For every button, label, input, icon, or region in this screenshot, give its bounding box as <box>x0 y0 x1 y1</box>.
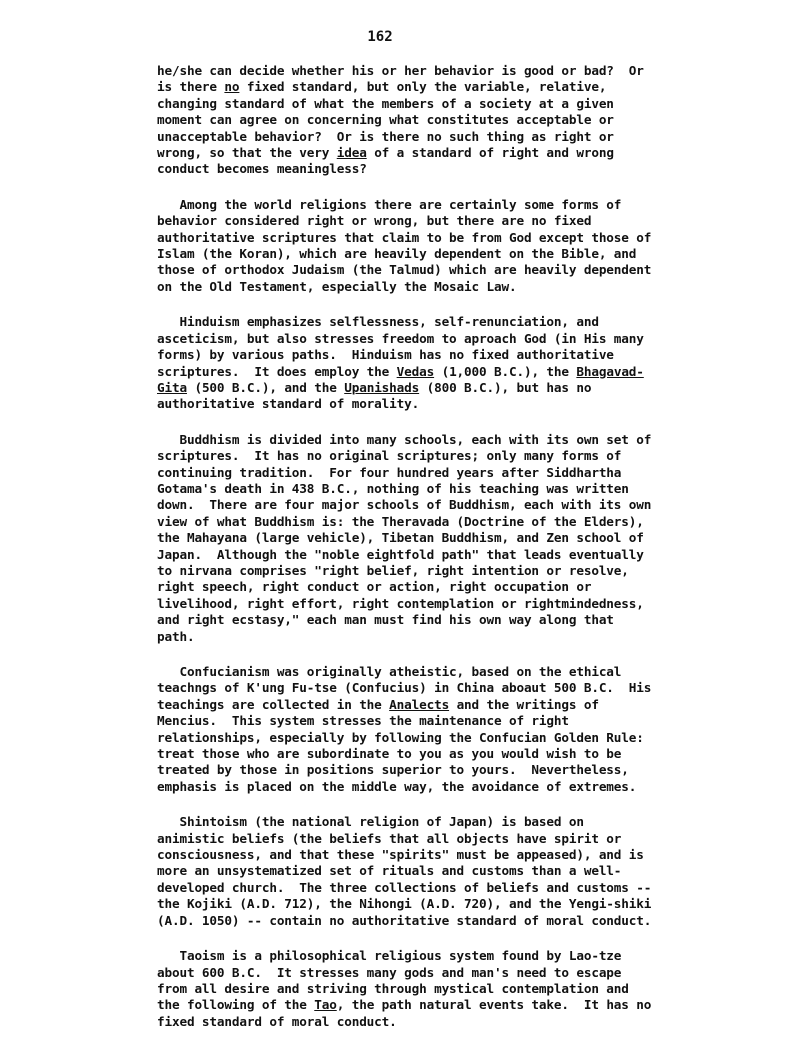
text-line <box>157 948 717 964</box>
underlined-term: no <box>224 79 240 95</box>
text-segment: those of orthodox Judaism (the Talmud) which are heavily dependent <box>157 262 652 278</box>
paragraph <box>157 432 717 645</box>
text-line <box>157 981 717 997</box>
text-line <box>157 96 717 112</box>
text-line <box>157 279 717 295</box>
text-segment: authoritative scriptures that claim to be from God except those of <box>157 229 652 245</box>
text-segment: scriptures. It does employ the <box>157 363 397 379</box>
paragraph <box>157 814 717 929</box>
text-segment: moment can agree on concerning what constitutes acceptable or <box>157 112 614 128</box>
text-line <box>157 530 717 546</box>
paragraph <box>157 664 717 795</box>
paragraph <box>157 63 717 178</box>
text-segment: Islam (the Koran), which are heavily dependent on the Bible, and <box>157 246 637 262</box>
text-line <box>157 680 717 696</box>
text-segment: (800 B.C.), but has no <box>419 379 592 395</box>
text-segment: right speech, right conduct or action, right occupation or <box>157 579 592 595</box>
text-segment: (1,000 B.C.), the <box>434 363 577 379</box>
text-line <box>157 965 717 981</box>
text-segment: , the path natural events take. It has no <box>336 997 652 1013</box>
text-line <box>157 664 717 680</box>
text-line <box>157 563 717 579</box>
text-segment: from all desire and striving through mystical contemplation and <box>157 980 629 996</box>
text-segment: Confucianism was originally atheistic, based on the ethical <box>157 664 622 679</box>
text-segment: the Kojiki (A.D. 712), the Nihongi (A.D. 720), and the Yengi-shiki <box>157 896 652 912</box>
page-number: 162 <box>367 29 393 45</box>
text-segment: asceticism, but also stresses freedom to aproach God (in His many <box>157 330 644 346</box>
text-segment: and right ecstasy," each man must find his own way along that <box>157 612 614 628</box>
text-segment: Among the world religions there are certainly some forms of <box>157 196 622 212</box>
text-segment: consciousness, and that these "spirits" must be appeased), and is <box>157 847 644 863</box>
text-segment: treat those who are subordinate to you as you would wish to be <box>157 746 622 762</box>
text-segment: Shintoism (the national religion of Japan) is based on <box>157 814 584 830</box>
text-segment: scriptures. It has no original scriptures; only many forms of <box>157 448 622 464</box>
text-line <box>157 497 717 513</box>
paragraph <box>157 314 717 412</box>
text-line <box>157 262 717 278</box>
text-segment: developed church. The three collections of beliefs and customs -- <box>157 879 652 895</box>
text-segment: and the writings of <box>449 696 599 712</box>
text-segment: livelihood, right effort, right contemplation or rightmindedness, <box>157 595 644 611</box>
text-segment: path. <box>157 628 195 644</box>
text-segment: of a standard of right and wrong <box>366 145 614 161</box>
text-line <box>157 79 717 95</box>
text-line <box>157 1014 717 1030</box>
text-line <box>157 230 717 246</box>
text-segment: Buddhism is divided into many schools, each with its own set of <box>157 431 652 447</box>
text-line <box>157 880 717 896</box>
text-line <box>157 779 717 795</box>
text-segment: teachings are collected in the <box>157 696 390 712</box>
text-line <box>157 896 717 912</box>
underlined-term: idea <box>336 145 367 161</box>
text-line <box>157 514 717 530</box>
text-line <box>157 814 717 830</box>
text-segment: the following of the <box>157 997 315 1013</box>
text-segment: teachngs of K'ung Fu-tse (Confucius) in China aboaut 500 B.C. His <box>157 680 652 696</box>
underlined-term: Analects <box>389 696 450 712</box>
underlined-term: Vedas <box>396 363 435 379</box>
text-segment: the Mahayana (large vehicle), Tibetan Buddhism, and Zen school of <box>157 530 644 546</box>
text-line <box>157 730 717 746</box>
text-segment: to nirvana comprises "right belief, right intention or resolve, <box>157 562 629 578</box>
text-segment: fixed standard, but only the variable, relative, <box>239 79 607 95</box>
text-line <box>157 713 717 729</box>
text-segment: more an unsystematized set of rituals and customs than a well- <box>157 863 622 879</box>
underlined-term: Bhagavad- <box>576 363 644 379</box>
text-line <box>157 465 717 481</box>
text-line <box>157 697 717 713</box>
underlined-term: Gita <box>157 379 187 395</box>
text-line <box>157 847 717 863</box>
text-line <box>157 596 717 612</box>
text-line <box>157 913 717 929</box>
text-segment: is there <box>157 79 225 95</box>
text-segment: changing standard of what the members of a society at a given <box>157 95 614 111</box>
underlined-term: Tao <box>314 997 337 1013</box>
paragraph <box>157 197 717 295</box>
text-segment: authoritative standard of morality. <box>157 396 420 412</box>
text-line <box>157 612 717 628</box>
text-line <box>157 63 717 79</box>
paragraph <box>157 948 717 1030</box>
text-line <box>157 331 717 347</box>
text-line <box>157 629 717 645</box>
text-segment: (500 B.C.), and the <box>186 379 345 395</box>
text-line <box>157 213 717 229</box>
text-line <box>157 197 717 213</box>
text-line <box>157 380 717 396</box>
text-segment: Hinduism emphasizes selflessness, self-renunciation, and <box>157 314 599 330</box>
underlined-term: Upanishads <box>344 379 420 395</box>
text-segment: Mencius. This system stresses the maintenance of right <box>157 713 569 729</box>
text-segment: on the Old Testament, especially the Mosaic Law. <box>157 278 517 294</box>
text-segment: wrong, so that the very <box>157 145 337 161</box>
text-segment: Japan. Although the "noble eightfold path" that leads eventually <box>157 546 644 562</box>
text-segment: down. There are four major schools of Buddhism, each with its own <box>157 497 652 513</box>
text-segment: fixed standard of moral conduct. <box>157 1013 397 1029</box>
text-line <box>157 364 717 380</box>
text-line <box>157 112 717 128</box>
text-segment: conduct becomes meaningless? <box>157 161 367 177</box>
text-segment: emphasis is placed on the middle way, the avoidance of extremes. <box>157 778 637 794</box>
text-segment: he/she can decide whether his or her behavior is good or bad? Or <box>157 63 644 78</box>
text-segment: relationships, especially by following the Confucian Golden Rule: <box>157 729 644 745</box>
text-line <box>157 762 717 778</box>
text-segment: view of what Buddhism is: the Theravada (Doctrine of the Elders), <box>157 513 644 529</box>
text-line <box>157 246 717 262</box>
text-line <box>157 547 717 563</box>
text-line <box>157 347 717 363</box>
text-segment: animistic beliefs (the beliefs that all objects have spirit or <box>157 830 622 846</box>
text-segment: behavior considered right or wrong, but there are no fixed <box>157 213 592 229</box>
text-line <box>157 746 717 762</box>
text-line <box>157 997 717 1013</box>
text-line <box>157 314 717 330</box>
text-line <box>157 396 717 412</box>
text-line <box>157 432 717 448</box>
text-line <box>157 145 717 161</box>
text-segment: about 600 B.C. It stresses many gods and man's need to escape <box>157 964 622 980</box>
text-segment: treated by those in positions superior to yours. Nevertheless, <box>157 762 629 778</box>
text-line <box>157 129 717 145</box>
body-text <box>157 63 717 1049</box>
text-segment: forms) by various paths. Hinduism has no fixed authoritative <box>157 347 614 363</box>
text-line <box>157 831 717 847</box>
text-line <box>157 481 717 497</box>
text-segment: Taoism is a philosophical religious system found by Lao-tze <box>157 948 622 964</box>
text-segment: (A.D. 1050) -- contain no authoritative standard of moral conduct. <box>157 912 652 928</box>
text-line <box>157 579 717 595</box>
text-line <box>157 863 717 879</box>
text-line <box>157 448 717 464</box>
text-segment: Gotama's death in 438 B.C., nothing of his teaching was written <box>157 480 629 496</box>
text-segment: unacceptable behavior? Or is there no such thing as right or <box>157 128 614 144</box>
text-line <box>157 161 717 177</box>
text-segment: continuing tradition. For four hundred years after Siddhartha <box>157 464 622 480</box>
